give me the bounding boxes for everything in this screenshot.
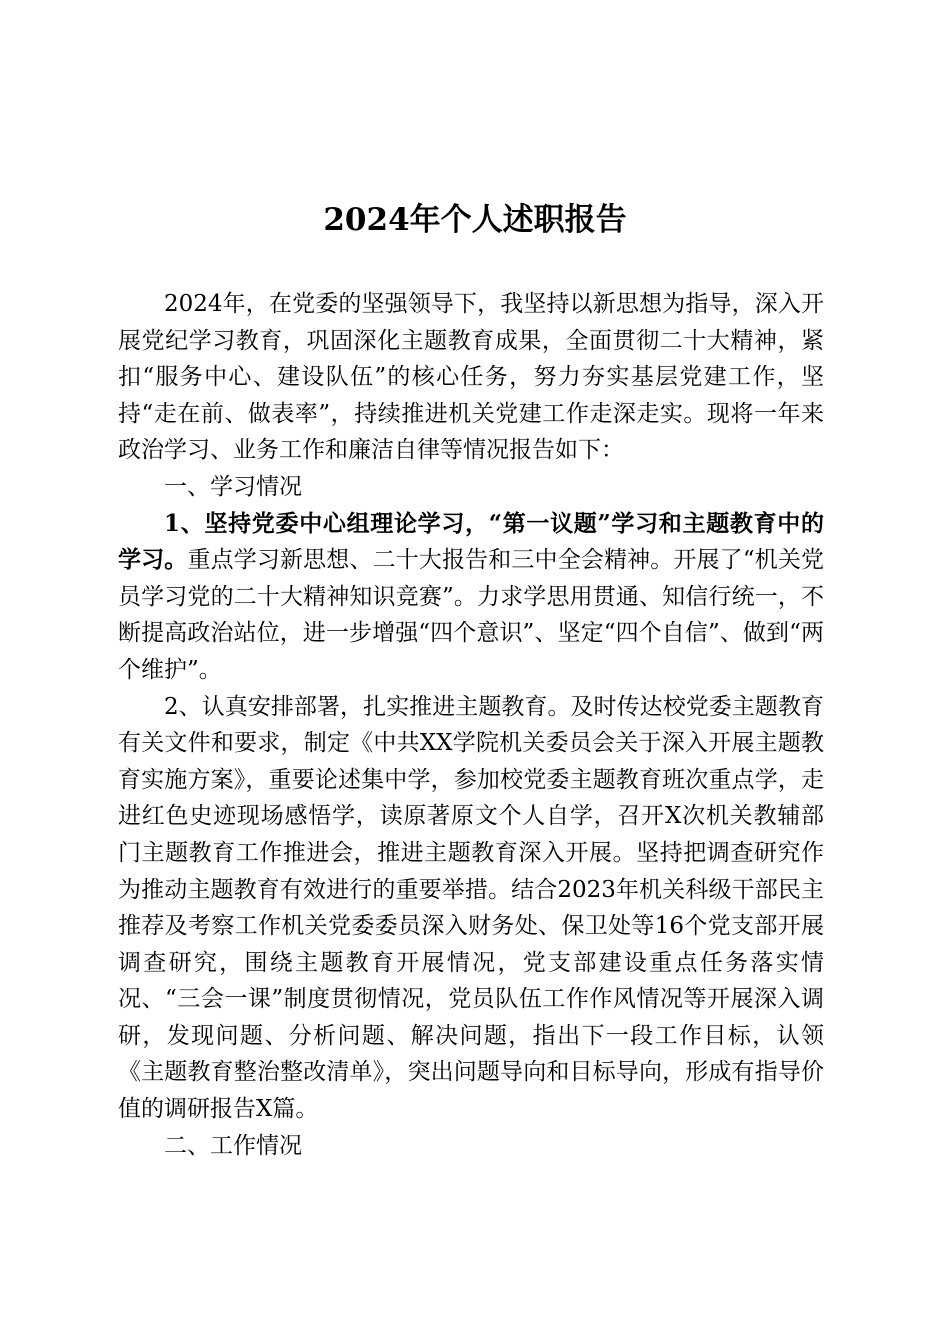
document-title: 2024年个人述职报告: [323, 202, 627, 238]
study-item-2: 2、认真安排部署，扎实推进主题教育。及时传达校党委主题教育有关文件和要求，制定《中共XX学院机关委员会关于深入开展主题教育实施方案》，重要论述集中学，参加校党委主题教育班次重点学，走进红色史迹现场感悟学，读原著原文个人自学，召开X次机关教辅部门主题教育工作推进会，推进主题教育深入开展。坚持把调查研究作为推动主题教育有效进行的重要举措。结合2023年机关科级干部民主推荐及考察工作机关党委委员深入财务处、保卫处等16个党支部开展调查研究，围绕主题教育开展情况，党支部建设重点任务落实情况、“三会一课”制度贯彻情况，党员队伍工作作风情况等开展深入调研，发现问题、分析问题、解决问题，指出下一段工作目标，认领《主题教育整治整改清单》，突出问题导向和目标导向，形成有指导价值的调研报告X篇。: [118, 693, 824, 1123]
section-heading-study: 一、学习情况: [164, 473, 302, 500]
study-item-1: [118, 506, 824, 689]
study-item-1-lead: 1、坚持党委中心组理论学习，“第一议题”学习和主题教育中的学习。: [118, 509, 824, 574]
section-heading-work: 二、工作情况: [164, 1132, 302, 1159]
document-body: [118, 286, 824, 1164]
study-item-1-text: 重点学习新思想、二十大报告和三中全会精神。开展了“机关党员学习党的二十大精神知识竞赛”。力求学思用贯通、知信行统一，不断提高政治站位，进一步增强“四个意识”、坚定“四个自信”、做到“两个维护”。: [118, 547, 825, 683]
intro-paragraph: 2024年，在党委的坚强领导下，我坚持以新思想为指导，深入开展党纪学习教育，巩固深化主题教育成果，全面贯彻二十大精神，紧扣“服务中心、建设队伍”的核心任务，努力夯实基层党建工作，坚持“走在前、做表率”，持续推进机关党建工作走深走实。现将一年来政治学习、业务工作和廉洁自律等情况报告如下：: [118, 291, 824, 464]
